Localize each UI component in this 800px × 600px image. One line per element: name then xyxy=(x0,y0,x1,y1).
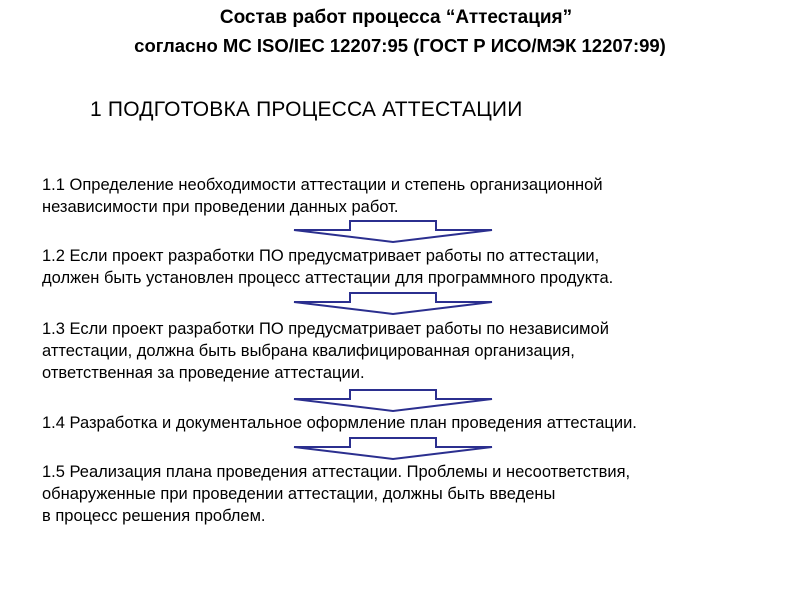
page-title: Состав работ процесса “Аттестация” xyxy=(219,7,573,28)
page-subtitle: согласно МС ISO/IEC 12207:95 (ГОСТ Р ИСО/МЭК 12207:99) xyxy=(134,35,666,56)
step-1-4: 1.4 Разработка и документальное оформление план проведения аттестации. xyxy=(42,414,637,432)
section-heading: 1 ПОДГОТОВКА ПРОЦЕССА АТТЕСТАЦИИ xyxy=(90,98,523,121)
down-arrow-icon xyxy=(292,220,494,244)
down-arrow-icon xyxy=(292,389,494,413)
step-1-5: 1.5 Реализация плана проведения аттестации. Проблемы и несоответствия, обнаруженные при проведении аттестации, должны быть введены в процесс решения проблем. xyxy=(42,463,631,525)
step-1-2: 1.2 Если проект разработки ПО предусматривает работы по аттестации, должен быть установлен процесс аттестации для программного продукта. xyxy=(42,247,614,287)
down-arrow-icon xyxy=(292,437,494,461)
down-arrow-icon xyxy=(292,292,494,316)
step-1-1: 1.1 Определение необходимости аттестации и степень организационной независимости при проведении данных работ. xyxy=(42,176,603,216)
step-1-3: 1.3 Если проект разработки ПО предусматривает работы по независимой аттестации, должна быть выбрана квалифицированная организация, ответственная за проведение аттестации. xyxy=(42,320,609,382)
